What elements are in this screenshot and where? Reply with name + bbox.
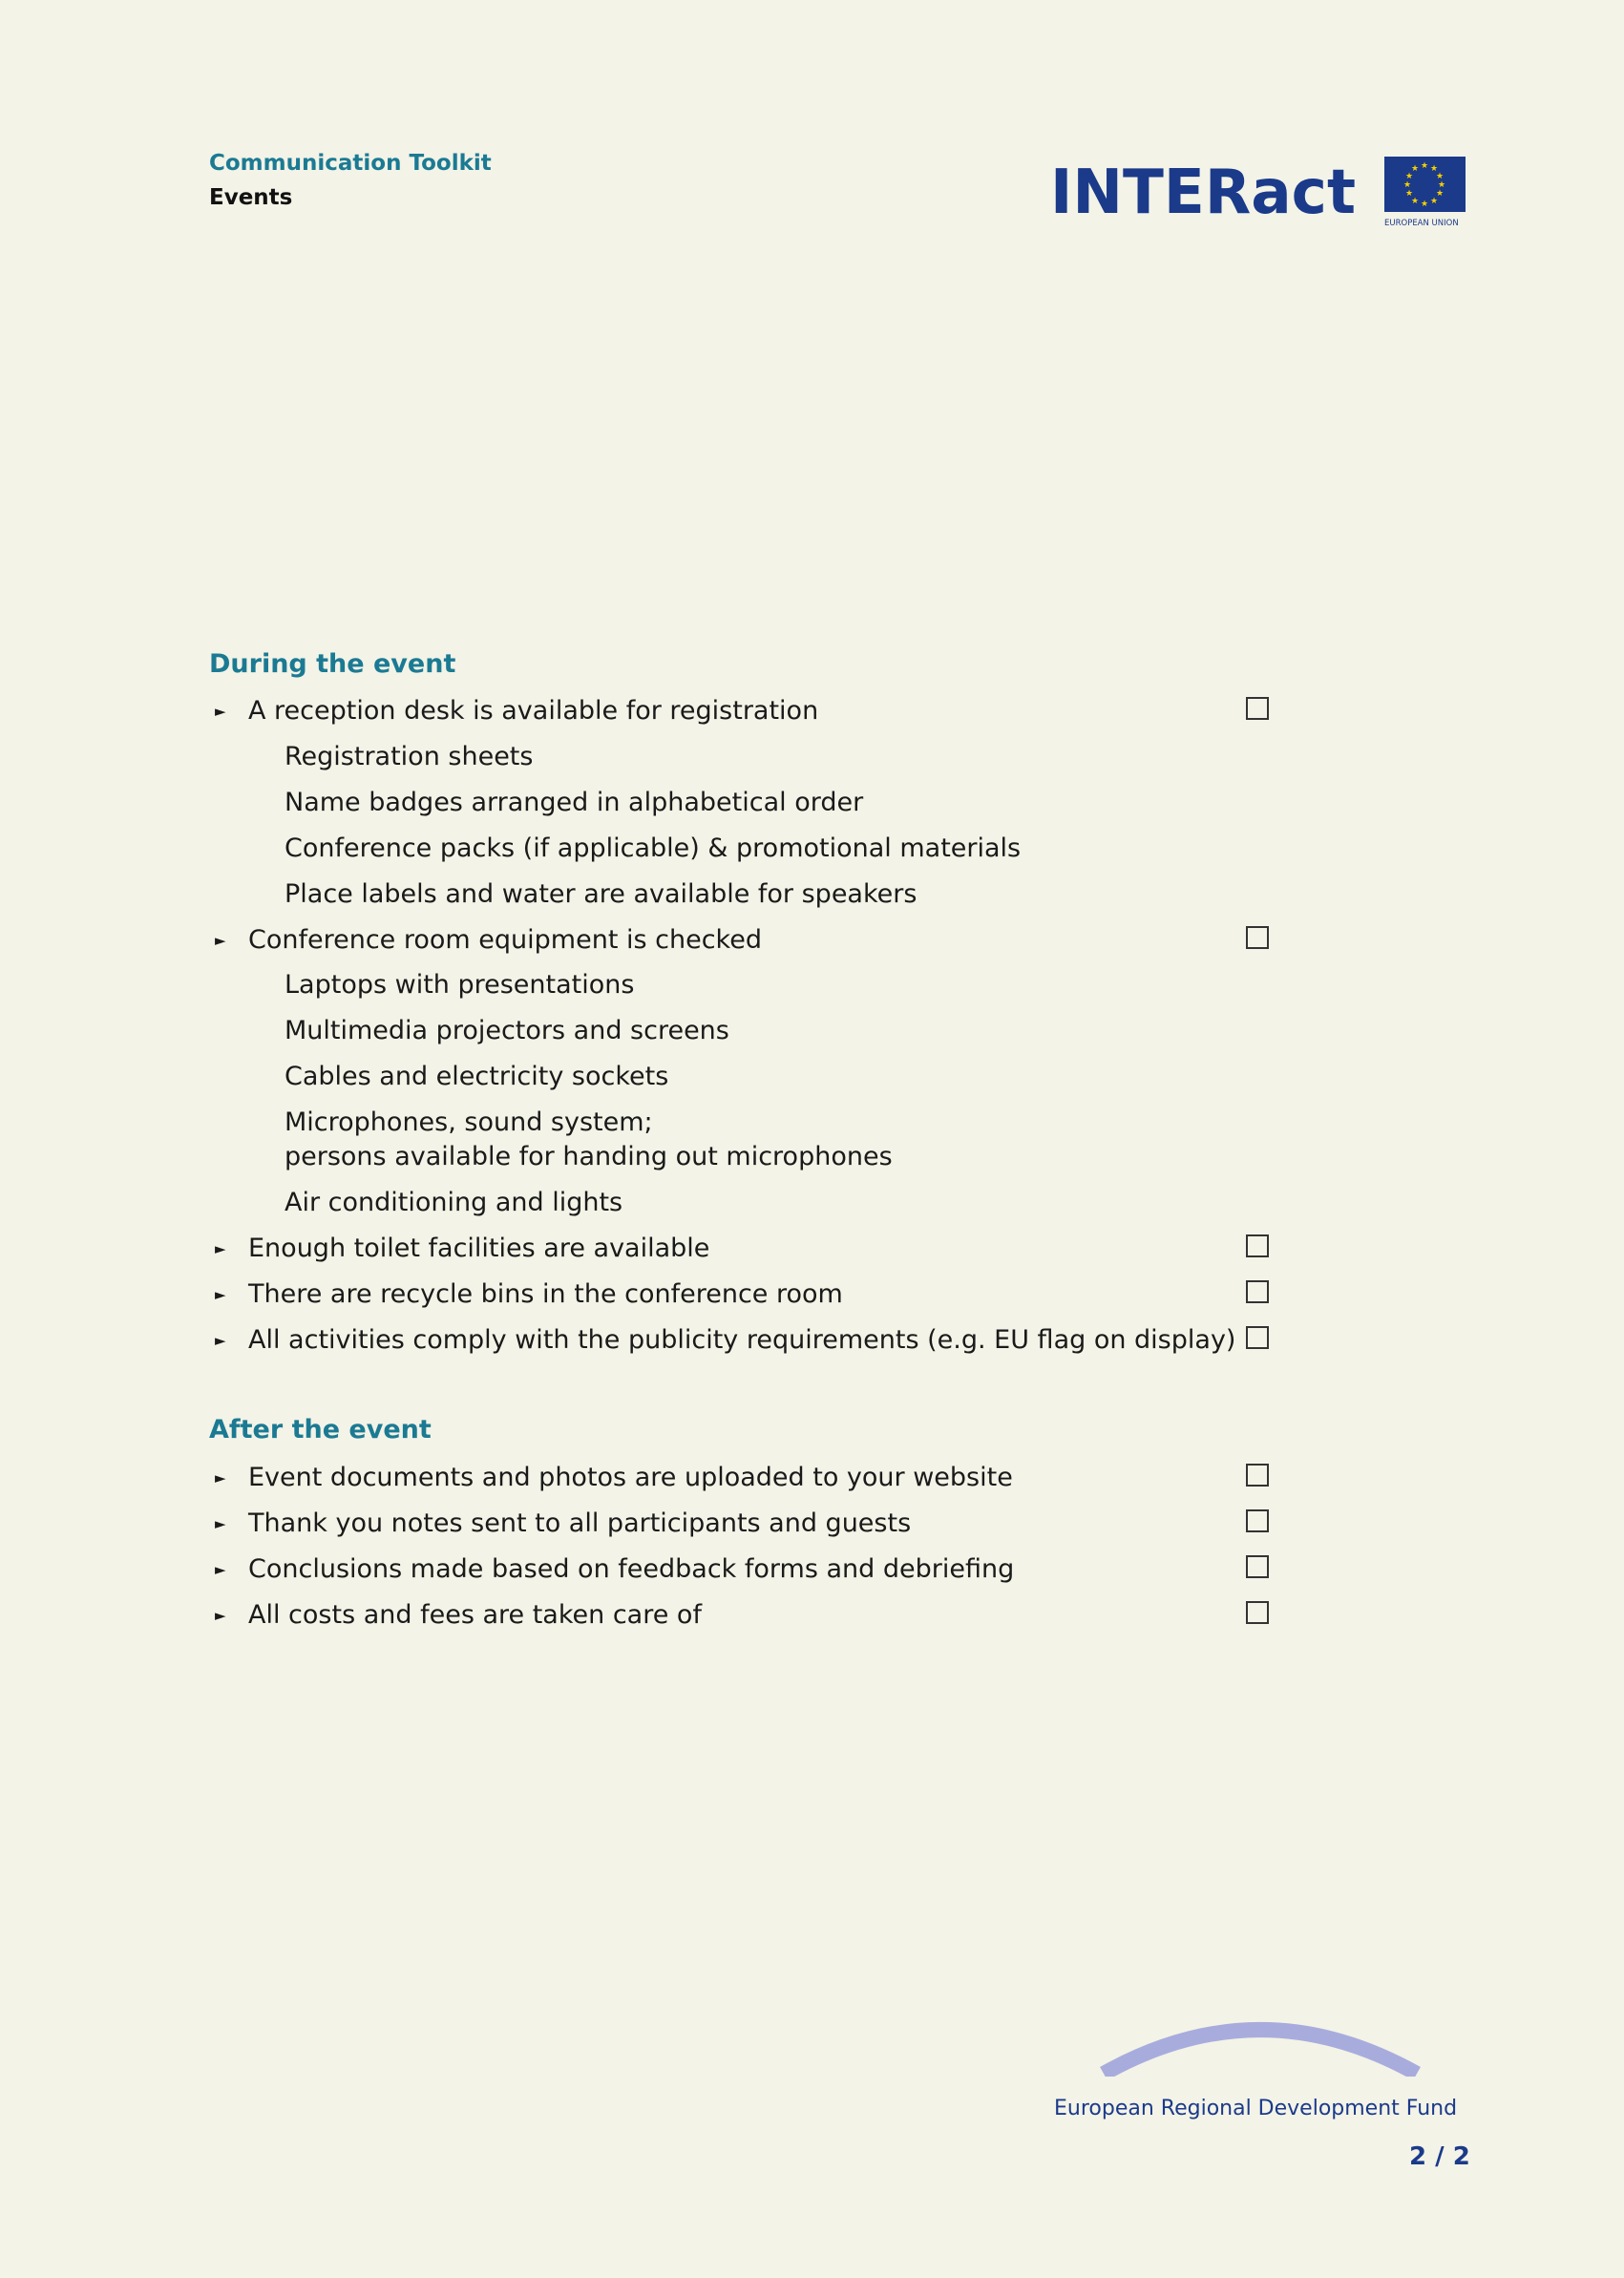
checklist-subitem: Registration sheets — [285, 742, 534, 771]
bullet-arrow-icon: ► — [215, 1240, 226, 1257]
checkbox[interactable] — [1246, 926, 1269, 949]
checklist-item-label: There are recycle bins in the conference room — [248, 1279, 843, 1309]
bullet-arrow-icon: ► — [215, 1332, 226, 1349]
svg-text:★: ★ — [1435, 172, 1445, 181]
checkbox[interactable] — [1246, 1509, 1269, 1532]
svg-text:★: ★ — [1404, 189, 1414, 199]
svg-text:★: ★ — [1410, 164, 1420, 174]
bullet-arrow-icon: ► — [215, 1607, 226, 1624]
checkbox[interactable] — [1246, 1601, 1269, 1624]
document-subtitle: Events — [209, 185, 293, 210]
svg-text:★: ★ — [1429, 164, 1439, 174]
section-heading-after: After the event — [209, 1415, 432, 1445]
checklist-item-label: Event documents and photos are uploaded to your website — [248, 1463, 1013, 1492]
page-number: 2 / 2 — [1409, 2142, 1470, 2171]
bullet-arrow-icon: ► — [215, 1515, 226, 1532]
section-heading-during: During the event — [209, 649, 456, 679]
checklist-item-label: Conference room equipment is checked — [248, 925, 762, 955]
bullet-arrow-icon: ► — [215, 1561, 226, 1578]
checklist-subitem: Conference packs (if applicable) & promotional materials — [285, 833, 1022, 863]
svg-text:★: ★ — [1404, 172, 1414, 181]
checklist-subitem: Cables and electricity sockets — [285, 1062, 669, 1091]
svg-text:★: ★ — [1435, 189, 1445, 199]
svg-text:★: ★ — [1403, 180, 1412, 190]
fund-label: European Regional Development Fund — [1054, 2097, 1458, 2120]
checkbox[interactable] — [1246, 1280, 1269, 1303]
svg-text:★: ★ — [1429, 197, 1439, 206]
interact-logo — [1050, 153, 1470, 229]
checklist-item-label: Conclusions made based on feedback forms and debriefing — [248, 1554, 1015, 1584]
checklist-subitem: Place labels and water are available for speakers — [285, 879, 917, 909]
checkbox[interactable] — [1246, 1555, 1269, 1578]
svg-text:★: ★ — [1437, 180, 1446, 190]
bullet-arrow-icon: ► — [215, 703, 226, 720]
eu-label: EUROPEAN UNION — [1384, 219, 1459, 228]
checklist-subitem: Multimedia projectors and screens — [285, 1016, 729, 1045]
bullet-arrow-icon: ► — [215, 932, 226, 949]
checklist-item-label: Enough toilet facilities are available — [248, 1234, 710, 1263]
checkbox[interactable] — [1246, 697, 1269, 720]
bullet-arrow-icon: ► — [215, 1286, 226, 1303]
checkbox[interactable] — [1246, 1326, 1269, 1349]
checklist-item-label: A reception desk is available for registration — [248, 696, 819, 726]
svg-text:★: ★ — [1410, 197, 1420, 206]
checklist-item-label: All activities comply with the publicity requirements (e.g. EU flag on display) — [248, 1325, 1236, 1355]
checkbox[interactable] — [1246, 1234, 1269, 1257]
interact-wordmark: INTERact — [1050, 158, 1356, 228]
erdf-arc-icon — [1098, 2005, 1423, 2077]
svg-text:★: ★ — [1420, 200, 1429, 209]
checklist-subitem: Laptops with presentations — [285, 970, 635, 1000]
checklist-subitem: Microphones, sound system; — [285, 1107, 653, 1137]
bullet-arrow-icon: ► — [215, 1469, 226, 1487]
checklist-subitem: Air conditioning and lights — [285, 1188, 623, 1217]
checklist-item-label: All costs and fees are taken care of — [248, 1600, 702, 1630]
checklist-subitem: persons available for handing out microphones — [285, 1142, 893, 1171]
svg-text:★: ★ — [1420, 161, 1429, 171]
checklist-subitem: Name badges arranged in alphabetical order — [285, 788, 864, 817]
checkbox[interactable] — [1246, 1464, 1269, 1487]
eu-flag-icon — [1384, 157, 1466, 212]
checklist-item-label: Thank you notes sent to all participants and guests — [248, 1508, 912, 1538]
document-title: Communication Toolkit — [209, 151, 492, 176]
